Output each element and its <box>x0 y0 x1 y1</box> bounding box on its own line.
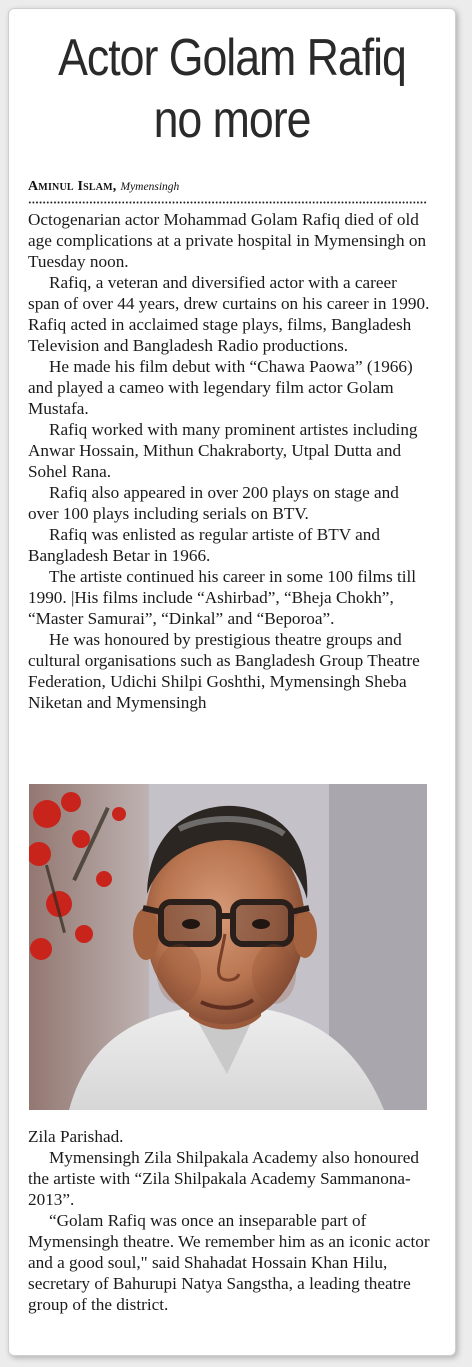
paragraph: He made his film debut with “Chawa Paowa” (1966) and played a cameo with legendary film actor Golam Mustafa. <box>28 357 413 418</box>
headline <box>40 27 424 151</box>
dotted-divider <box>28 201 427 204</box>
paragraph: Zila Parishad. <box>28 1127 124 1146</box>
paragraph: Rafiq was enlisted as regular artiste of BTV and Bangladesh Betar in 1966. <box>28 525 380 565</box>
news-clipping <box>8 8 456 1356</box>
article-body-top <box>28 209 430 713</box>
byline-location: Mymensingh <box>120 181 180 193</box>
article-body-bottom <box>28 1126 430 1315</box>
paragraph: The artiste continued his career in some 100 films till 1990. |His films include “Ashirbad”, “Bheja Chokh”, “Master Samurai”, “Dinkal” and “Beporoa”. <box>28 567 417 628</box>
headline-line-1: Actor Golam Rafiq <box>58 29 406 87</box>
byline <box>28 179 179 195</box>
paragraph: Rafiq worked with many prominent artistes including Anwar Hossain, Mithun Chakraborty, Utpal Dutta and Sohel Rana. <box>28 420 418 481</box>
paragraph: Rafiq, a veteran and diversified actor with a career span of over 44 years, drew curtains on his career in 1990. Rafiq acted in acclaimed stage plays, films, Bangladesh Television and Bangladesh Radio productions. <box>28 273 430 355</box>
portrait-photo <box>29 784 427 1110</box>
paragraph: He was honoured by prestigious theatre groups and cultural organisations such as Bangladesh Group Theatre Federation, Udichi Shilpi Goshthi, Mymensingh Sheba Niketan and Mymensingh <box>28 630 420 712</box>
paragraph: Octogenarian actor Mohammad Golam Rafiq died of old age complications at a private hospital in Mymensingh on Tuesday noon. <box>28 210 427 271</box>
paragraph: Mymensingh Zila Shilpakala Academy also honoured the artiste with “Zila Shilpakala Academy Sammanona-2013”. <box>28 1148 419 1209</box>
paragraph: Rafiq also appeared in over 200 plays on stage and over 100 plays including serials on BTV. <box>28 483 399 523</box>
portrait-illustration <box>29 784 427 1110</box>
byline-author: Aminul Islam, <box>28 179 117 194</box>
paragraph: “Golam Rafiq was once an inseparable part of Mymensingh theatre. We remember him as an iconic actor and a good soul," said Shahadat Hossain Khan Hilu, secretary of Bahurupi Natya Sangstha, a leading theatre group of the district. <box>28 1211 430 1314</box>
headline-line-2: no more <box>153 91 311 149</box>
